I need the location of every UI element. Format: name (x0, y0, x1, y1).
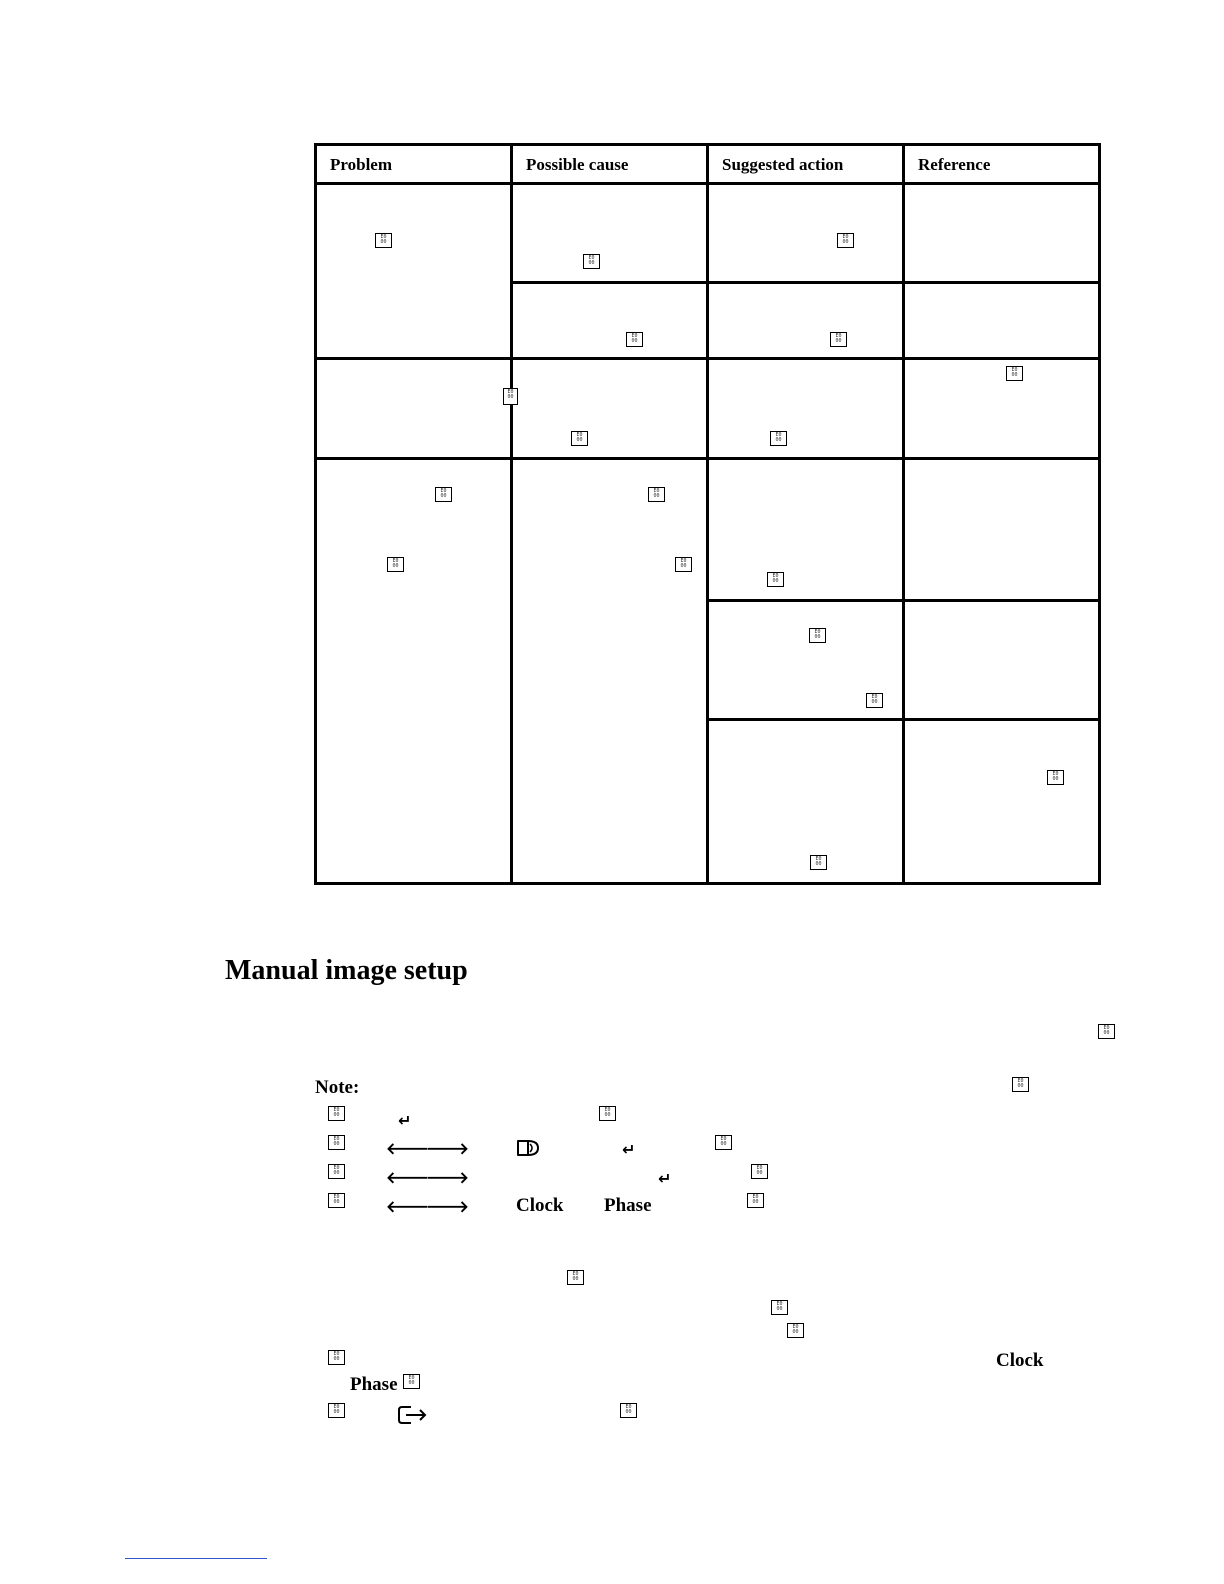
troubleshooting-table (314, 143, 1101, 885)
table-column-divider (902, 143, 905, 885)
placeholder-glyph-icon: E0 00 (675, 557, 692, 572)
section-title: Manual image setup (225, 955, 468, 986)
step-number-glyph-icon: E0 00 (328, 1106, 345, 1121)
placeholder-glyph-icon: E0 00 (620, 1403, 637, 1418)
placeholder-glyph-icon: E0 00 (1012, 1077, 1029, 1092)
step-number-glyph-icon: E0 00 (328, 1193, 345, 1208)
placeholder-glyph-icon: E0 00 (375, 233, 392, 248)
right-arrow-icon: 🡒 (426, 1168, 469, 1187)
placeholder-glyph-icon: E0 00 (1098, 1024, 1115, 1039)
placeholder-glyph-icon: E0 00 (435, 487, 452, 502)
placeholder-glyph-icon: E0 00 (599, 1106, 616, 1121)
enter-arrow-icon: ↵ (622, 1140, 636, 1159)
placeholder-glyph-icon: E0 00 (830, 332, 847, 347)
enter-arrow-icon: ↵ (658, 1169, 672, 1188)
placeholder-glyph-icon: E0 00 (767, 572, 784, 587)
header-possible-cause: Possible cause (526, 155, 629, 174)
placeholder-glyph-icon: E0 00 (503, 388, 518, 405)
placeholder-glyph-icon: E0 00 (583, 254, 600, 269)
placeholder-glyph-icon: E0 00 (787, 1323, 804, 1338)
phase-label: Phase (604, 1195, 652, 1216)
placeholder-glyph-icon: E0 00 (1006, 366, 1023, 381)
clock-label: Clock (996, 1350, 1044, 1371)
step-number-glyph-icon: E0 00 (328, 1350, 345, 1365)
left-arrow-icon: 🡐 (386, 1168, 429, 1187)
placeholder-glyph-icon: E0 00 (810, 855, 827, 870)
right-arrow-icon: 🡒 (426, 1197, 469, 1216)
step-number-glyph-icon: E0 00 (328, 1164, 345, 1179)
left-arrow-icon: 🡐 (386, 1197, 429, 1216)
placeholder-glyph-icon: E0 00 (403, 1374, 420, 1389)
table-row-divider (510, 281, 1101, 284)
placeholder-glyph-icon: E0 00 (626, 332, 643, 347)
right-arrow-icon: 🡒 (426, 1139, 469, 1158)
placeholder-glyph-icon: E0 00 (866, 693, 883, 708)
placeholder-glyph-icon: E0 00 (809, 628, 826, 643)
placeholder-glyph-icon: E0 00 (387, 557, 404, 572)
step-number-glyph-icon: E0 00 (328, 1403, 345, 1418)
table-column-divider (706, 143, 709, 885)
placeholder-glyph-icon: E0 00 (571, 431, 588, 446)
placeholder-glyph-icon: E0 00 (837, 233, 854, 248)
placeholder-glyph-icon: E0 00 (567, 1270, 584, 1285)
phase-label: Phase (350, 1374, 398, 1395)
table-column-divider (510, 143, 513, 885)
placeholder-glyph-icon: E0 00 (770, 431, 787, 446)
image-setup-icon (515, 1138, 541, 1158)
placeholder-glyph-icon: E0 00 (747, 1193, 764, 1208)
left-arrow-icon: 🡐 (386, 1139, 429, 1158)
table-border-right (1098, 143, 1101, 885)
header-suggested-action: Suggested action (722, 155, 844, 174)
note-label: Note: (315, 1077, 360, 1098)
table-border-left (314, 143, 317, 885)
enter-arrow-icon: ↵ (398, 1111, 412, 1130)
header-reference: Reference (918, 155, 991, 174)
exit-icon (397, 1404, 429, 1426)
clock-label: Clock (516, 1195, 564, 1216)
header-problem: Problem (330, 155, 393, 174)
placeholder-glyph-icon: E0 00 (715, 1135, 732, 1150)
step-number-glyph-icon: E0 00 (328, 1135, 345, 1150)
footer-link-underline[interactable] (125, 1558, 267, 1559)
placeholder-glyph-icon: E0 00 (771, 1300, 788, 1315)
placeholder-glyph-icon: E0 00 (751, 1164, 768, 1179)
placeholder-glyph-icon: E0 00 (1047, 770, 1064, 785)
placeholder-glyph-icon: E0 00 (648, 487, 665, 502)
